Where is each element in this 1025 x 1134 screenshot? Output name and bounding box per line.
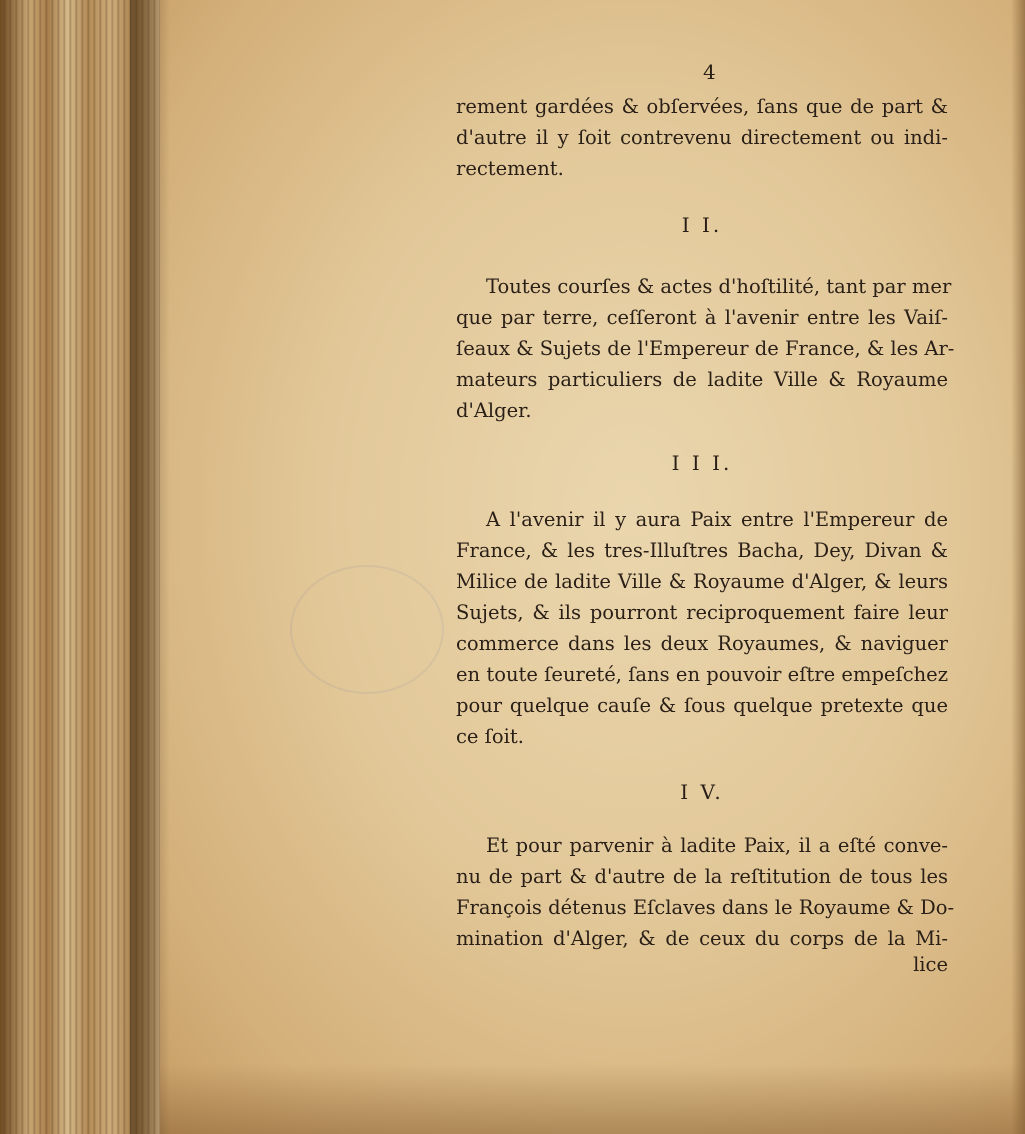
page-number: 4 <box>703 60 716 84</box>
text-line: pour quelque cauſe & ſous quelque pretexte que <box>456 694 948 717</box>
text-line: nu de part & d'autre de la reſtitution de tous les <box>456 865 948 888</box>
article-heading-ii: I I. <box>681 213 723 237</box>
text-line: François détenus Eſclaves dans le Royaume & Do- <box>456 896 955 919</box>
gutter-shadow <box>130 0 170 1134</box>
text-line: rement gardées & obſervées, ſans que de part & <box>456 95 948 118</box>
text-line: mateurs particuliers de ladite Ville & Royaume <box>456 368 948 391</box>
text-line: Sujets, & ils pourront reciproquement faire leur <box>456 601 948 624</box>
page-bottom-shadow <box>150 1064 1025 1134</box>
show-through-stamp <box>290 565 444 694</box>
text-line: rectement. <box>456 157 564 180</box>
article-i-end <box>456 91 948 184</box>
article-iii <box>456 504 948 752</box>
text-line: commerce dans les deux Royaumes, & naviguer <box>456 632 948 655</box>
text-line: d'autre il y ſoit contrevenu directement ou indi- <box>456 126 948 149</box>
article-iv <box>456 830 955 976</box>
text-line: Et pour parvenir à ladite Paix, il a eſté conve- <box>486 834 948 857</box>
text-line: mination d'Alger, & de ceux du corps de la Mi- <box>456 927 948 950</box>
catchword: lice <box>913 953 948 976</box>
text-line: Milice de ladite Ville & Royaume d'Alger, & leurs <box>456 570 948 593</box>
text-line: Toutes courſes & actes d'hoſtilité, tant par mer <box>486 275 952 298</box>
text-line: ſeaux & Sujets de l'Empereur de France, & les Ar- <box>456 337 955 360</box>
text-line: France, & les tres-Illuſtres Bacha, Dey, Divan & <box>456 539 948 562</box>
text-line: que par terre, ceſſeront à l'avenir entre les Vaiſ- <box>456 306 948 329</box>
page-edge <box>1011 0 1025 1134</box>
text-line: d'Alger. <box>456 399 532 422</box>
article-heading-iii: I I I. <box>671 451 733 475</box>
article-ii <box>456 271 955 426</box>
article-heading-iv: I V. <box>680 780 724 804</box>
text-column <box>456 60 955 976</box>
text-line: A l'avenir il y aura Paix entre l'Empereur de <box>486 508 948 531</box>
text-line: en toute ſeureté, ſans en pouvoir eſtre empeſchez <box>456 663 948 686</box>
text-line: ce ſoit. <box>456 725 524 748</box>
